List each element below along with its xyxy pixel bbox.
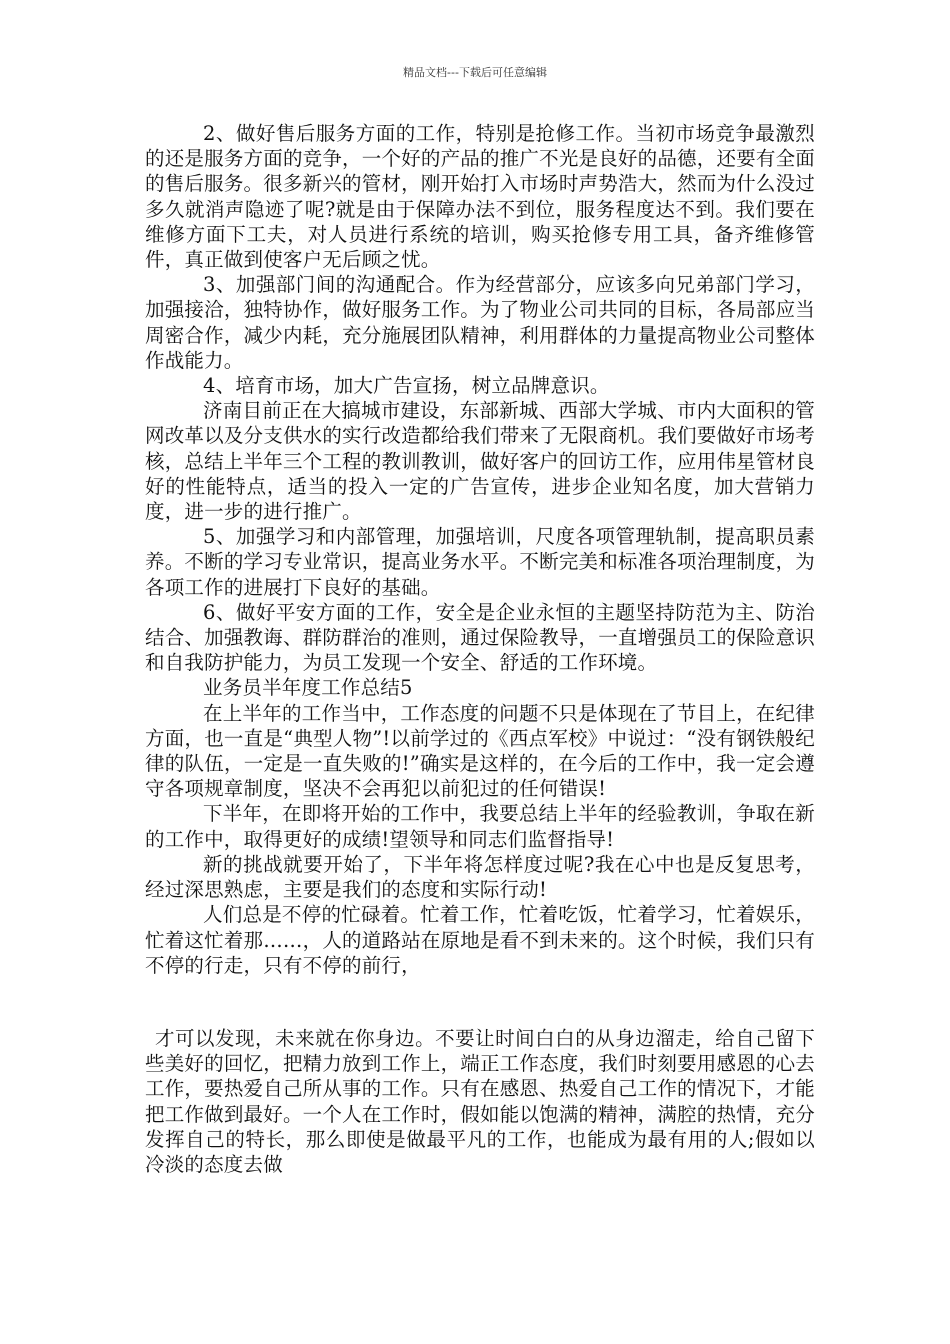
- paragraph-second-half-year: 下半年，在即将开始的工作中，我要总结上半年的经验教训，争取在新的工作中，取得更好的成绩!望领导和同志们监督指导!: [145, 802, 815, 851]
- paragraph-after-sales-service: 2、做好售后服务方面的工作，特别是抢修工作。当初市场竞争最激烈的还是服务方面的竞争，一个好的产品的推广不光是良好的品德，还要有全面的售后服务。很多新兴的管材，刚开始打入市场时声势浩大，然而为什么没过多久就消声隐迹了呢?就是由于保障办法不到位，服务程度达不到。我们要在维修方面下工夫，对人员进行系统的培训，购买抢修专用工具，备齐维修管件，真正做到使客户无后顾之忧。: [145, 122, 815, 272]
- paragraph-gap: [145, 978, 815, 1026]
- paragraph-busy-people: 人们总是不停的忙碌着。忙着工作，忙着吃饭，忙着学习，忙着娱乐，忙着这忙着那……，人的道路站在原地是看不到未来的。这个时候，我们只有不停的行走，只有不停的前行，: [145, 903, 815, 977]
- paragraph-market-cultivation: 4、培育市场，加大广告宣扬，树立品牌意识。: [203, 374, 610, 398]
- paragraph-jinan-market: 济南目前正在大搞城市建设，东部新城、西部大学城、市内大面积的管网改革以及分支供水的实行改造都给我们带来了无限商机。我们要做好市场考核，总结上半年三个工程的教训教训，做好客户的回访工作，应用伟星管材良好的性能特点，适当的投入一定的广告宣传，进步企业知名度，加大营销力度，进一步的进行推广。: [145, 399, 815, 524]
- paragraph-future: 才可以发现，未来就在你身边。不要让时间白白的从身边溜走，给自己留下些美好的回忆，把精力放到工作上，端正工作态度，我们时刻要用感恩的心去工作，要热爱自己所从事的工作。只有在感恩、热爱自己工作的情况下，才能把工作做到最好。一个人在工作时，假如能以饱满的精神，满腔的热情，充分发挥自己的特长，那么即使是做最平凡的工作，也能成为最有用的人;假如以冷淡的态度去做: [145, 1026, 815, 1176]
- document-body: [145, 121, 815, 1177]
- section-heading: 业务员半年度工作总结5: [203, 676, 413, 700]
- paragraph-new-challenge: 新的挑战就要开始了，下半年将怎样度过呢?我在心中也是反复思考，经过深思熟虑，主要是我们的态度和实际行动!: [145, 852, 815, 902]
- paragraph-safety: 6、做好平安方面的工作，安全是企业永恒的主题坚持防范为主、防治结合、加强教诲、群防群治的准则，通过保险教导，一直增强员工的保险意识和自我防护能力，为员工发现一个安全、舒适的工作环境。: [145, 600, 815, 675]
- paragraph-department-communication: 3、加强部门间的沟通配合。作为经营部分，应该多向兄弟部门学习，加强接洽，独特协作，做好服务工作。为了物业公司共同的目标，各局部应当周密合作，减少内耗，充分施展团队精神，利用群体的力量提高物业公司整体作战能力。: [145, 273, 815, 372]
- paragraph-work-attitude: 在上半年的工作当中，工作态度的问题不只是体现在了节目上，在纪律方面，也一直是“典型人物”!以前学过的《西点军校》中说过：“没有钢铁般纪律的队伍，一定是一直失败的!”确实是这样的，在今后的工作中，我一定会遵守各项规章制度，坚决不会再犯以前犯过的任何错误!: [145, 701, 815, 801]
- page-header: 精品文档---下载后可任意编辑: [403, 66, 547, 79]
- paragraph-learning-management: 5、加强学习和内部管理，加强培训，尺度各项管理轨制，提高职员素养。不断的学习专业常识，提高业务水平。不断完美和标准各项治理制度，为各项工作的进展打下良好的基础。: [145, 525, 815, 599]
